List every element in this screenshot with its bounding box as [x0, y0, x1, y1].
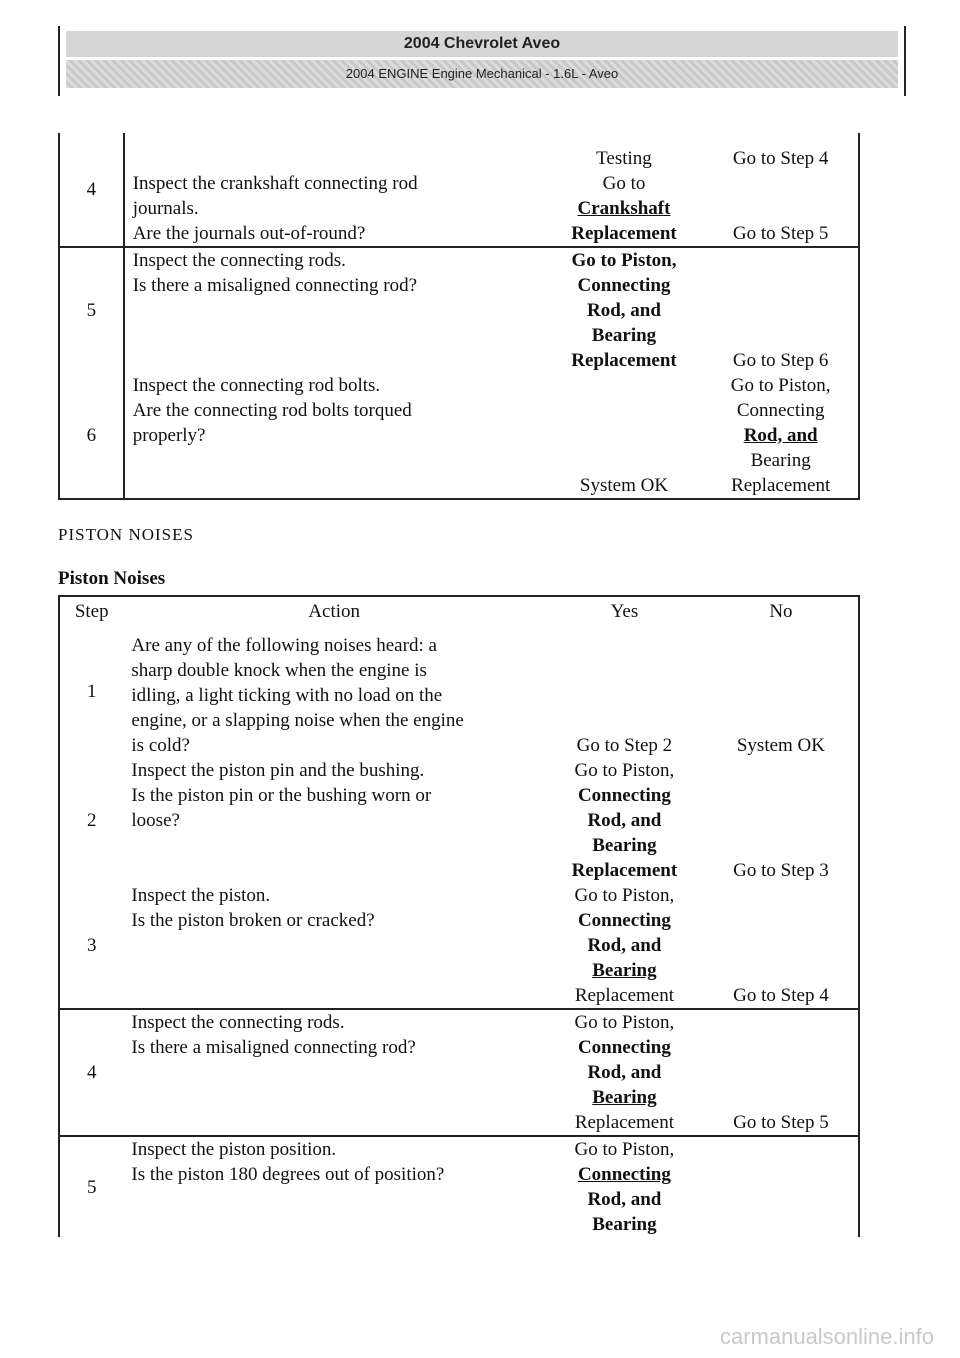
yes-cell: Go to Piston, Connecting Rod, and Bearing Replacement: [571, 760, 678, 881]
yes-cell: Testing Go to Crankshaft Replacement: [545, 133, 704, 247]
yes-cell: System OK: [579, 475, 669, 496]
table-row: [59, 625, 859, 758]
step-number: 3: [59, 883, 123, 1009]
yes-cell: Go to Piston, Connecting Rod, and Bearing Replacement: [545, 883, 704, 1009]
header-step: Step: [74, 600, 109, 622]
action-cell: Inspect the connecting rod bolts. Are the connecting rod bolts torqued properly?: [132, 375, 412, 446]
step-number: 4: [59, 1009, 123, 1136]
table-row: [59, 883, 859, 1009]
document-subtitle: 2004 ENGINE Engine Mechanical - 1.6L - Aveo: [66, 60, 898, 88]
section-heading: PISTON NOISES: [58, 525, 194, 544]
action-cell: Inspect the connecting rods. Is there a misaligned connecting rod?: [132, 250, 418, 296]
no-cell: Go to Step 3: [733, 860, 829, 881]
yes-cell: Go to Piston, Connecting Rod, and Bearing Replacement: [545, 1009, 704, 1136]
rod-and-bearing-link[interactable]: Rod, and: [743, 425, 818, 446]
no-cell: Go to Step 5: [704, 1009, 859, 1136]
piston-noises-table: [58, 595, 860, 1237]
header-no: No: [769, 600, 793, 622]
no-cell: Go to Piston, Connecting Rod, and Bearing Replacement: [703, 373, 859, 499]
diagnostic-table-continued: [58, 133, 860, 500]
yes-cell: Go to Piston, Connecting Rod, and Bearing: [545, 1136, 704, 1237]
header-action: Action: [308, 600, 361, 622]
step-number: 2: [86, 810, 97, 831]
document-title: 2004 Chevrolet Aveo: [66, 31, 898, 57]
step-number: 1: [86, 681, 97, 702]
table-row: [59, 373, 859, 499]
connecting-link[interactable]: Connecting: [577, 1164, 671, 1185]
no-cell: System OK: [736, 735, 826, 756]
bearing-link[interactable]: Bearing: [592, 1087, 657, 1108]
step-number: 6: [59, 373, 124, 499]
no-cell: Go to Step 4: [704, 883, 859, 1009]
watermark: carmanualsonline.info: [719, 1324, 934, 1349]
step-number: 5: [59, 247, 124, 373]
table-row: [59, 247, 859, 373]
action-cell: Inspect the connecting rods. Is there a misaligned connecting rod?: [123, 1009, 545, 1136]
page-header: [58, 26, 906, 96]
no-cell: Go to Step 4 Go to Step 5: [703, 133, 859, 247]
yes-cell: Go to Step 2: [576, 735, 673, 756]
no-cell: Go to Step 6: [732, 350, 829, 371]
action-cell: Inspect the crankshaft connecting rod journals. Are the journals out-of-round?: [124, 133, 545, 247]
action-cell: Inspect the piston. Is the piston broken or cracked?: [123, 883, 545, 1009]
table-row: [59, 1136, 859, 1237]
step-number: 4: [59, 133, 124, 247]
action-cell: Inspect the piston pin and the bushing. Is the piston pin or the bushing worn or loose?: [131, 760, 432, 831]
table-row: [59, 758, 859, 883]
header-yes: Yes: [610, 600, 639, 622]
action-cell: Are any of the following noises heard: a sharp double knock when the engine is idling, a light ticking with no load on the engine, or a slapping noise when the engine is cold?: [131, 635, 464, 756]
action-cell: Inspect the piston position. Is the piston 180 degrees out of position?: [131, 1139, 445, 1185]
table-header-row: [59, 596, 859, 625]
no-cell: [704, 1136, 859, 1237]
crankshaft-replacement-link[interactable]: Crankshaft: [577, 198, 671, 219]
table-caption: Piston Noises: [58, 568, 166, 589]
bearing-link[interactable]: Bearing: [592, 960, 657, 981]
table-row: [59, 133, 859, 247]
table-row: [59, 1009, 859, 1136]
step-number: 5: [86, 1176, 97, 1198]
yes-cell: Go to Piston, Connecting Rod, and Bearing Replacement: [571, 250, 677, 371]
